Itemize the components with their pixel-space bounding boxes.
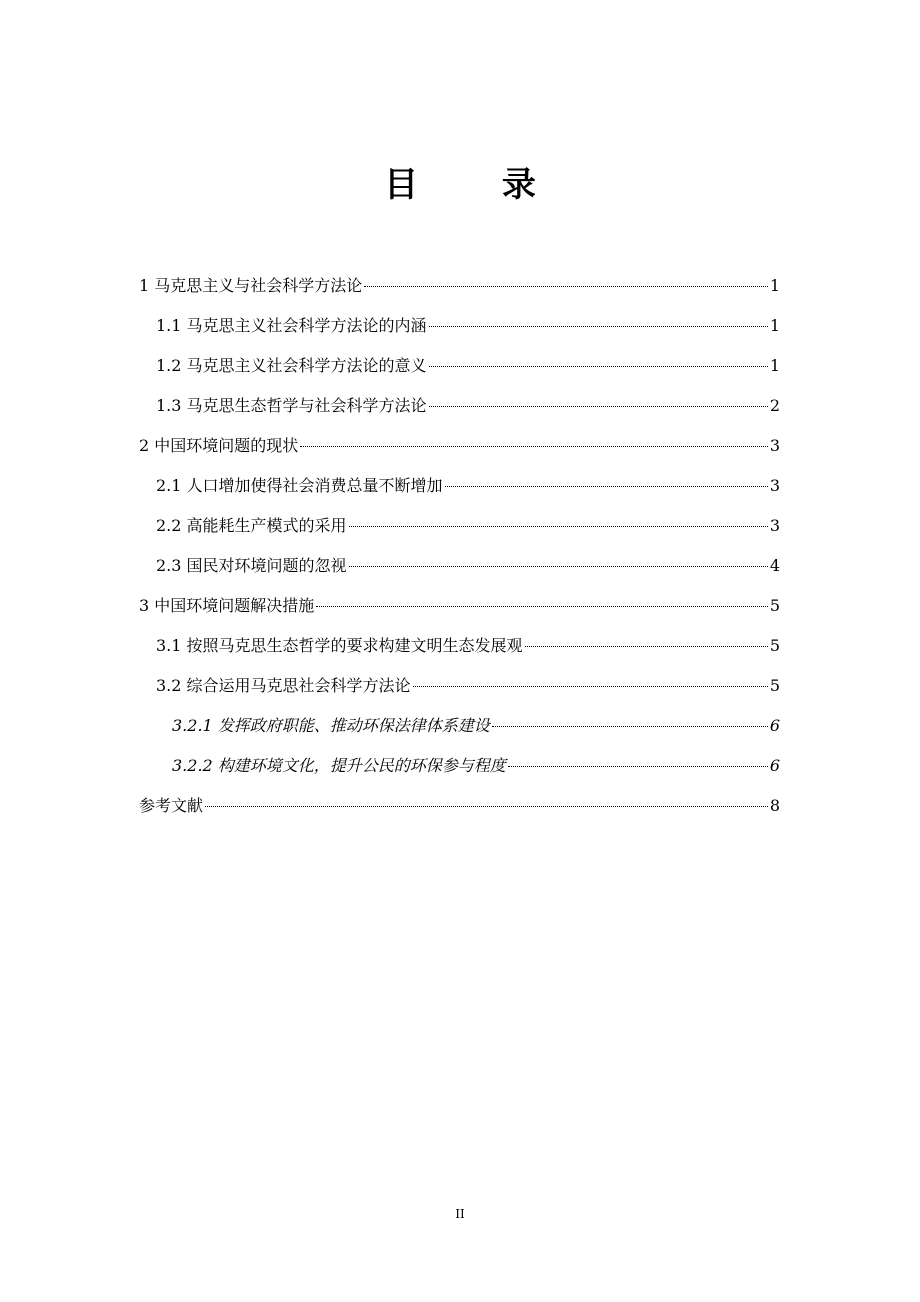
toc-leader-dots [429, 325, 768, 327]
toc-entry-page: 1 [769, 316, 780, 335]
page-number-footer: II [455, 1207, 465, 1221]
toc-leader-dots [429, 405, 768, 407]
toc-entry-text: 3.2.2 构建环境文化，提升公民的环保参与程度 [172, 756, 506, 775]
toc-leader-dots [429, 365, 768, 367]
toc-leader-dots [300, 445, 768, 447]
toc-entry[interactable] [139, 546, 780, 586]
toc-entry-text: 2.3 国民对环境问题的忽视 [156, 556, 347, 575]
toc-leader-dots [316, 605, 768, 607]
toc-leader-dots [445, 485, 768, 487]
toc-leader-dots [349, 525, 768, 527]
toc-entry-text: 参考文献 [139, 796, 204, 815]
toc-entry[interactable] [139, 506, 780, 546]
toc-entry-page: 8 [769, 796, 780, 815]
toc-title: 目 录 [384, 165, 572, 205]
toc-entry-text: 3.1 按照马克思生态哲学的要求构建文明生态发展观 [156, 636, 523, 655]
toc-entry-page: 6 [769, 756, 780, 775]
toc-entry-page: 5 [769, 596, 780, 615]
toc-entry[interactable] [139, 706, 780, 746]
toc-entry-text: 3 中国环境问题解决措施 [139, 596, 315, 615]
toc-entry-text: 2 中国环境问题的现状 [139, 436, 299, 455]
toc-entry-page: 2 [769, 396, 780, 415]
toc-entry[interactable] [139, 466, 780, 506]
toc-entry-page: 1 [769, 276, 780, 295]
toc-entry[interactable] [139, 746, 780, 786]
toc-leader-dots [205, 805, 768, 807]
toc-leader-dots [508, 765, 768, 767]
toc-leader-dots [525, 645, 768, 647]
toc-entry[interactable] [139, 346, 780, 386]
toc-leader-dots [349, 565, 768, 567]
toc-entry-page: 5 [769, 636, 780, 655]
toc-entry-text: 3.2.1 发挥政府职能、推动环保法律体系建设 [172, 716, 490, 735]
toc-entry[interactable] [139, 426, 780, 466]
toc-entry[interactable] [139, 266, 780, 306]
toc-entry[interactable] [139, 586, 780, 626]
toc-entry-text: 2.1 人口增加使得社会消费总量不断增加 [156, 476, 443, 495]
toc-leader-dots [492, 725, 768, 727]
toc-entry-text: 3.2 综合运用马克思社会科学方法论 [156, 676, 411, 695]
toc-entry-text: 2.2 高能耗生产模式的采用 [156, 516, 347, 535]
toc-leader-dots [413, 685, 768, 687]
toc-entry[interactable] [139, 626, 780, 666]
toc-entry-page: 1 [769, 356, 780, 375]
toc-entry-text: 1.3 马克思生态哲学与社会科学方法论 [156, 396, 427, 415]
toc-entry-text: 1 马克思主义与社会科学方法论 [139, 276, 363, 295]
toc-entry-page: 3 [769, 476, 780, 495]
toc-entry[interactable] [139, 786, 780, 826]
toc-entry-page: 4 [769, 556, 780, 575]
toc-entry-text: 1.2 马克思主义社会科学方法论的意义 [156, 356, 427, 375]
toc-entry-page: 3 [769, 436, 780, 455]
toc-entry-page: 6 [769, 716, 780, 735]
toc-entry-page: 5 [769, 676, 780, 695]
toc-list [139, 266, 780, 826]
toc-entry-text: 1.1 马克思主义社会科学方法论的内涵 [156, 316, 427, 335]
toc-entry[interactable] [139, 386, 780, 426]
toc-entry[interactable] [139, 306, 780, 346]
toc-leader-dots [364, 285, 768, 287]
toc-entry-page: 3 [769, 516, 780, 535]
toc-entry[interactable] [139, 666, 780, 706]
